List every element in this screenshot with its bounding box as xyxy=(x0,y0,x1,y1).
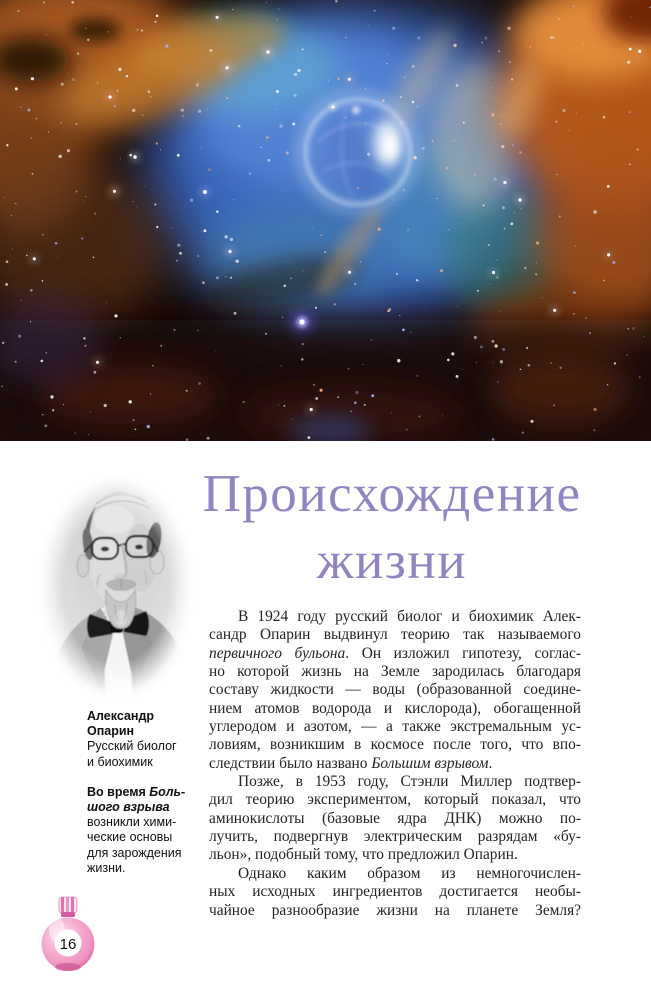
text-line: сандр Опарин выдвинул теорию так называемого xyxy=(209,626,581,644)
text-line: ловиям, возникшим в космосе после того, что впо- xyxy=(209,736,581,754)
nebula-image xyxy=(0,0,651,441)
sidebar-block xyxy=(87,785,199,876)
text-line: В 1924 году русский биолог и биохимик Алек- xyxy=(238,608,581,625)
page-title-line2: жизни xyxy=(316,532,468,590)
text-line: ных исходных ингредиентов достигается необы- xyxy=(209,883,581,901)
perfume-bottle-icon xyxy=(42,897,95,971)
text-line: углеродом и азотом, — а также экстремальным ус- xyxy=(209,718,581,736)
text-line: лучить, подвергнув электрическим разрядам «бу- xyxy=(209,828,581,846)
sidebar-line: Во время Боль- xyxy=(87,784,186,799)
text-line: Позже, в 1953 году, Стэнли Миллер подтвер- xyxy=(238,773,581,791)
text-line: Однако каким образом из немногочислен- xyxy=(238,864,581,882)
page-number-badge xyxy=(40,894,98,980)
sidebar-line: для зарождения xyxy=(87,845,182,860)
text-line: аминокислоты (базовые ядра ДНК) можно по- xyxy=(209,809,581,827)
sidebar-line: ческие основы xyxy=(87,830,173,845)
text-line: дил теорию экспериментом, который показал, что xyxy=(209,791,581,809)
sidebar-line: Опарин xyxy=(87,724,135,739)
sidebar xyxy=(87,709,199,891)
text-line: льон», подобный тому, что предложил Опарин. xyxy=(209,846,518,864)
sidebar-line: возникли хими- xyxy=(87,815,177,830)
page-title-line1: Происхождение xyxy=(202,465,582,523)
text-line: нием атомов водорода и кислорода), обогащенной xyxy=(209,699,581,717)
sidebar-block xyxy=(87,709,199,770)
sidebar-line: Александр xyxy=(87,709,155,723)
text-line: следствии было названо Большим взрывом. xyxy=(209,754,493,772)
sidebar-line: Русский биолог xyxy=(87,739,177,754)
sidebar-line: и биохимик xyxy=(87,754,153,769)
text-line: чайное разнообразие жизни на планете Земля? xyxy=(209,901,581,919)
article-text xyxy=(209,608,581,920)
text-line: составу жидкости — воды (образованной соедине- xyxy=(209,681,581,699)
bubble-nebula-sphere xyxy=(300,94,416,210)
text-line: первичного бульона. Он изложил гипотезу, соглас- xyxy=(209,644,581,662)
sidebar-line: шого взрыва xyxy=(87,800,170,815)
page-number: 16 xyxy=(59,936,77,953)
sidebar-line: жизни. xyxy=(87,860,126,875)
page-title xyxy=(200,461,584,595)
portrait-image xyxy=(36,478,196,708)
text-line: но которой жизнь на Земле зародилась благодаря xyxy=(209,663,581,681)
